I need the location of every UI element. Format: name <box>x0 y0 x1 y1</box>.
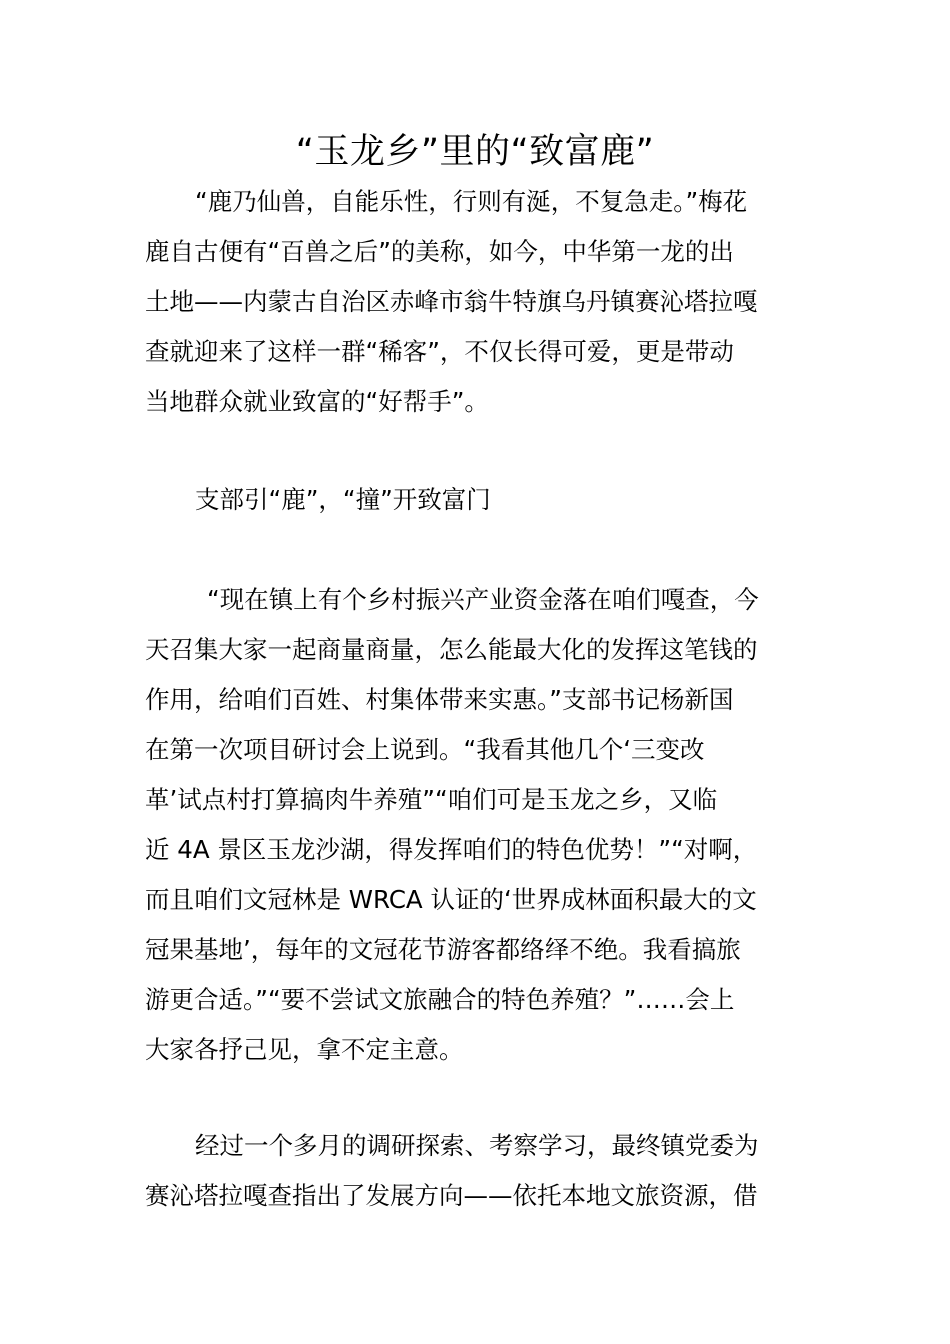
paragraph-line: 作用，给咱们百姓、村集体带来实惠。”支部书记杨新国 <box>145 685 734 714</box>
paragraph-line: “现在镇上有个乡村振兴产业资金落在咱们嘎查，今 <box>207 585 759 614</box>
document-title: “玉龙乡”里的“致富鹿” <box>295 132 655 172</box>
paragraph-line: 冠果基地’，每年的文冠花节游客都络绎不绝。我看搞旅 <box>145 935 741 964</box>
paragraph-1 <box>145 177 807 427</box>
section-subheading <box>145 475 807 525</box>
paragraph-2 <box>145 575 807 1075</box>
paragraph-line: 土地——内蒙古自治区赤峰市翁牛特旗乌丹镇赛沁塔拉嘎 <box>145 287 758 316</box>
paragraph-line: 赛沁塔拉嘎查指出了发展方向——依托本地文旅资源，借 <box>145 1181 758 1210</box>
paragraph-line: 鹿自古便有“百兽之后”的美称，如今，中华第一龙的出 <box>145 237 734 266</box>
paragraph-line: 大家各抒己见，拿不定主意。 <box>145 1035 464 1064</box>
paragraph-3 <box>145 1121 807 1221</box>
paragraph-line: 而且咱们文冠林是 WRCA 认证的‘世界成林面积最大的文 <box>145 885 757 914</box>
paragraph-line: “鹿乃仙兽，自能乐性，行则有涎，不复急走。”梅花 <box>195 187 748 216</box>
paragraph-line: 当地群众就业致富的“好帮手”。 <box>145 387 489 416</box>
paragraph-line: 近 4A 景区玉龙沙湖，得发挥咱们的特色优势！”“对啊， <box>145 835 758 864</box>
paragraph-line: 革’试点村打算搞肉牛养殖”“咱们可是玉龙之乡，又临 <box>145 785 718 814</box>
paragraph-line: 天召集大家一起商量商量，怎么能最大化的发挥这笔钱的 <box>145 635 758 664</box>
subheading-text: 支部引“鹿”，“撞”开致富门 <box>195 485 491 514</box>
paragraph-line: 经过一个多月的调研探索、考察学习，最终镇党委为 <box>195 1131 759 1160</box>
paragraph-line: 在第一次项目研讨会上说到。“我看其他几个‘三变改 <box>145 735 705 764</box>
paragraph-line: 游更合适。”“要不尝试文旅融合的特色养殖？”……会上 <box>145 985 735 1014</box>
paragraph-line: 查就迎来了这样一群“稀客”，不仅长得可爱，更是带动 <box>145 337 734 366</box>
